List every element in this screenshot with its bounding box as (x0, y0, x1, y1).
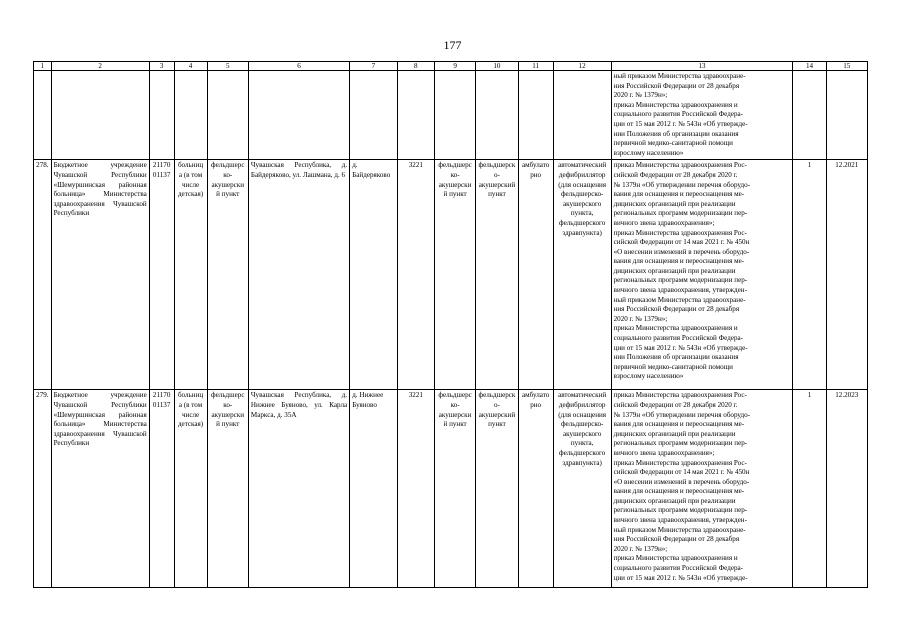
column-number: 5 (207, 62, 248, 71)
quantity: 1 (793, 390, 826, 588)
quantity: 1 (793, 160, 826, 390)
column-10-value: фельдшерско-акушерский пункт (476, 160, 518, 390)
page-number: 177 (443, 38, 462, 52)
legal-text-line: дицинских организаций при реализации (613, 266, 736, 275)
legal-text-line: ния Российской Федерации от 28 декабря (613, 535, 740, 544)
legal-text-line: социального развития Российской Федера- (613, 334, 744, 343)
organization-code: 21170 01137 (149, 390, 174, 588)
legal-basis-cell (611, 71, 793, 160)
equipment-name: автоматический дефибриллятор (для оснащения фельдшерско-акушерского пункта, фельдшерского здравпункта) (553, 390, 611, 588)
legal-text-line: вания для оснащения и переоснащения ме- (613, 190, 745, 199)
legal-text-line: «О внесении изменений в перечень оборудо- (613, 477, 750, 486)
delivery-date: 12.2021 (826, 160, 867, 390)
legal-text-line: дицинских организаций при реализации (613, 496, 736, 505)
column-number: 8 (397, 62, 434, 71)
legal-basis-cell (611, 160, 793, 390)
legal-basis-cell (611, 390, 793, 588)
legal-text-line: нии Положения об организации оказания (613, 129, 739, 138)
care-conditions: амбулаторно (518, 390, 553, 588)
delivery-date: 12.2023 (826, 390, 867, 588)
legal-text-line: «О внесении изменений в перечень оборудо- (613, 247, 750, 256)
legal-text-line: региональных программ модернизации пер- (613, 276, 748, 285)
legal-text-line: взрослому населению» (613, 372, 684, 381)
oktmo-code: 3221 (397, 160, 434, 390)
address: Чувашская Республика, д. Нижнее Буяново, ул. Карла Маркса, д. 35А (248, 390, 349, 588)
column-number: 1 (34, 62, 52, 71)
row-number: 279. (34, 390, 52, 588)
legal-text-line: ный приказом Министерства здравоохране- (613, 295, 746, 304)
organization-name: Бюджетное учреждение Чувашской Республики «Шемуршинская районная больница» Министерства здравоохранения Чувашской Республики (51, 160, 149, 390)
legal-text-line: сийской Федерации от 28 декабря 2020 г. (613, 170, 738, 179)
column-number: 11 (518, 62, 553, 71)
legal-text-line: приказ Министерства здравоохранения Рос- (613, 391, 747, 400)
legal-text-line: сийской Федерации от 14 мая 2021 г. № 450н (613, 468, 750, 477)
table-row (34, 390, 868, 588)
column-10-value: фельдшерско-акушерский пункт (476, 390, 518, 588)
legal-text-line: дицинских организаций при реализации (613, 429, 736, 438)
care-conditions: амбулаторно (518, 160, 553, 390)
legal-text-line: социального развития Российской Федера- (613, 110, 744, 119)
column-number: 14 (793, 62, 826, 71)
legal-text-line: вичного звена здравоохранения»; (613, 448, 715, 457)
legal-text-line: ции от 15 мая 2012 г. № 543н «Об утвержде- (613, 343, 748, 352)
legal-text-line: приказ Министерства здравоохранения Рос- (613, 458, 747, 467)
legal-text-line: вичного звена здравоохранения, утвержден- (613, 516, 747, 525)
column-number: 9 (434, 62, 475, 71)
legal-text-line: приказ Министерства здравоохранения и (613, 100, 738, 109)
settlement: д. Байдеряково (350, 160, 398, 390)
subdivision-type: фельдшерско-акушерский пункт (207, 160, 248, 390)
legal-text-line: региональных программ модернизации пер- (613, 506, 748, 515)
organization-code: 21170 01137 (149, 160, 174, 390)
legal-text-line: дицинских организаций при реализации (613, 199, 736, 208)
column-9-value: фельдшерско-акушерский пункт (434, 160, 475, 390)
legal-text-line: первичной медико-санитарной помощи (613, 139, 733, 148)
column-number: 2 (51, 62, 149, 71)
table-row (34, 160, 868, 390)
legal-text-line: региональных программ модернизации пер- (613, 209, 748, 218)
organization-type: больница (в том числе детская) (174, 390, 207, 588)
legal-text-line: приказ Министерства здравоохранения Рос- (613, 161, 747, 170)
address: Чувашская Республика, д. Байдеряково, ул. Лашмана, д. 6 (248, 160, 349, 390)
legal-text-line: сийской Федерации от 28 декабря 2020 г. (613, 400, 738, 409)
column-9-value: фельдшерско-акушерский пункт (434, 390, 475, 588)
organization-name: Бюджетное учреждение Чувашской Республики «Шемуршинская районная больница» Министерства здравоохранения Чувашской Республики (51, 390, 149, 588)
column-number: 7 (350, 62, 398, 71)
organization-type: больница (в том числе детская) (174, 160, 207, 390)
legal-text-line: 2020 г. № 1379н»; (613, 314, 668, 323)
legal-text-line: приказ Министерства здравоохранения Рос- (613, 228, 747, 237)
column-number: 15 (826, 62, 867, 71)
legal-text-line: № 1379н «Об утверждении перечня оборудо- (613, 410, 751, 419)
column-number: 13 (611, 62, 793, 71)
column-number: 12 (553, 62, 611, 71)
legal-text-line: приказ Министерства здравоохранения и (613, 324, 738, 333)
legal-text-line: вания для оснащения и переоснащения ме- (613, 420, 745, 429)
legal-text-line: ный приказом Министерства здравоохране- (613, 72, 746, 80)
legal-text-line: 2020 г. № 1379н»; (613, 544, 668, 553)
legal-text-line: вания для оснащения и переоснащения ме- (613, 487, 745, 496)
legal-text-line: ции от 15 мая 2012 г. № 543н «Об утвержде- (613, 119, 748, 128)
equipment-name: автоматический дефибриллятор (для оснащения фельдшерско-акушерского пункта, фельдшерского здравпункта) (553, 160, 611, 390)
legal-text-line: вания для оснащения и переоснащения ме- (613, 257, 745, 266)
legal-text-line: 2020 г. № 1379н»; (613, 91, 668, 100)
legal-text-line: вичного звена здравоохранения, утвержден- (613, 286, 747, 295)
continuation-row (34, 71, 868, 160)
legal-text-line: сийской Федерации от 14 мая 2021 г. № 450н (613, 238, 750, 247)
legal-text-line: региональных программ модернизации пер- (613, 439, 748, 448)
legal-text-line: № 1379н «Об утверждении перечня оборудо- (613, 180, 751, 189)
subdivision-type: фельдшерско-акушерский пункт (207, 390, 248, 588)
legal-text-line: ный приказом Министерства здравоохране- (613, 525, 746, 534)
oktmo-code: 3221 (397, 390, 434, 588)
column-number: 3 (149, 62, 174, 71)
legal-text-line: первичной медико-санитарной помощи (613, 362, 733, 371)
column-number: 4 (174, 62, 207, 71)
row-number: 278. (34, 160, 52, 390)
legal-text-line: ции от 15 мая 2012 г. № 543н «Об утвержде- (613, 573, 748, 582)
settlement: д. Нижнее Буяново (350, 390, 398, 588)
legal-text-line: приказ Министерства здравоохранения и (613, 554, 738, 563)
legal-text-line: социального развития Российской Федера- (613, 564, 744, 573)
column-number: 10 (476, 62, 518, 71)
column-number-row (34, 62, 868, 71)
column-number: 6 (248, 62, 349, 71)
equipment-table (33, 61, 868, 588)
legal-text-line: ния Российской Федерации от 28 декабря (613, 305, 740, 314)
legal-text-line: нии Положения об организации оказания (613, 353, 739, 362)
legal-text-line: вичного звена здравоохранения»; (613, 218, 715, 227)
legal-text-line: взрослому населению» (613, 148, 684, 157)
legal-text-line: ния Российской Федерации от 28 декабря (613, 81, 740, 90)
